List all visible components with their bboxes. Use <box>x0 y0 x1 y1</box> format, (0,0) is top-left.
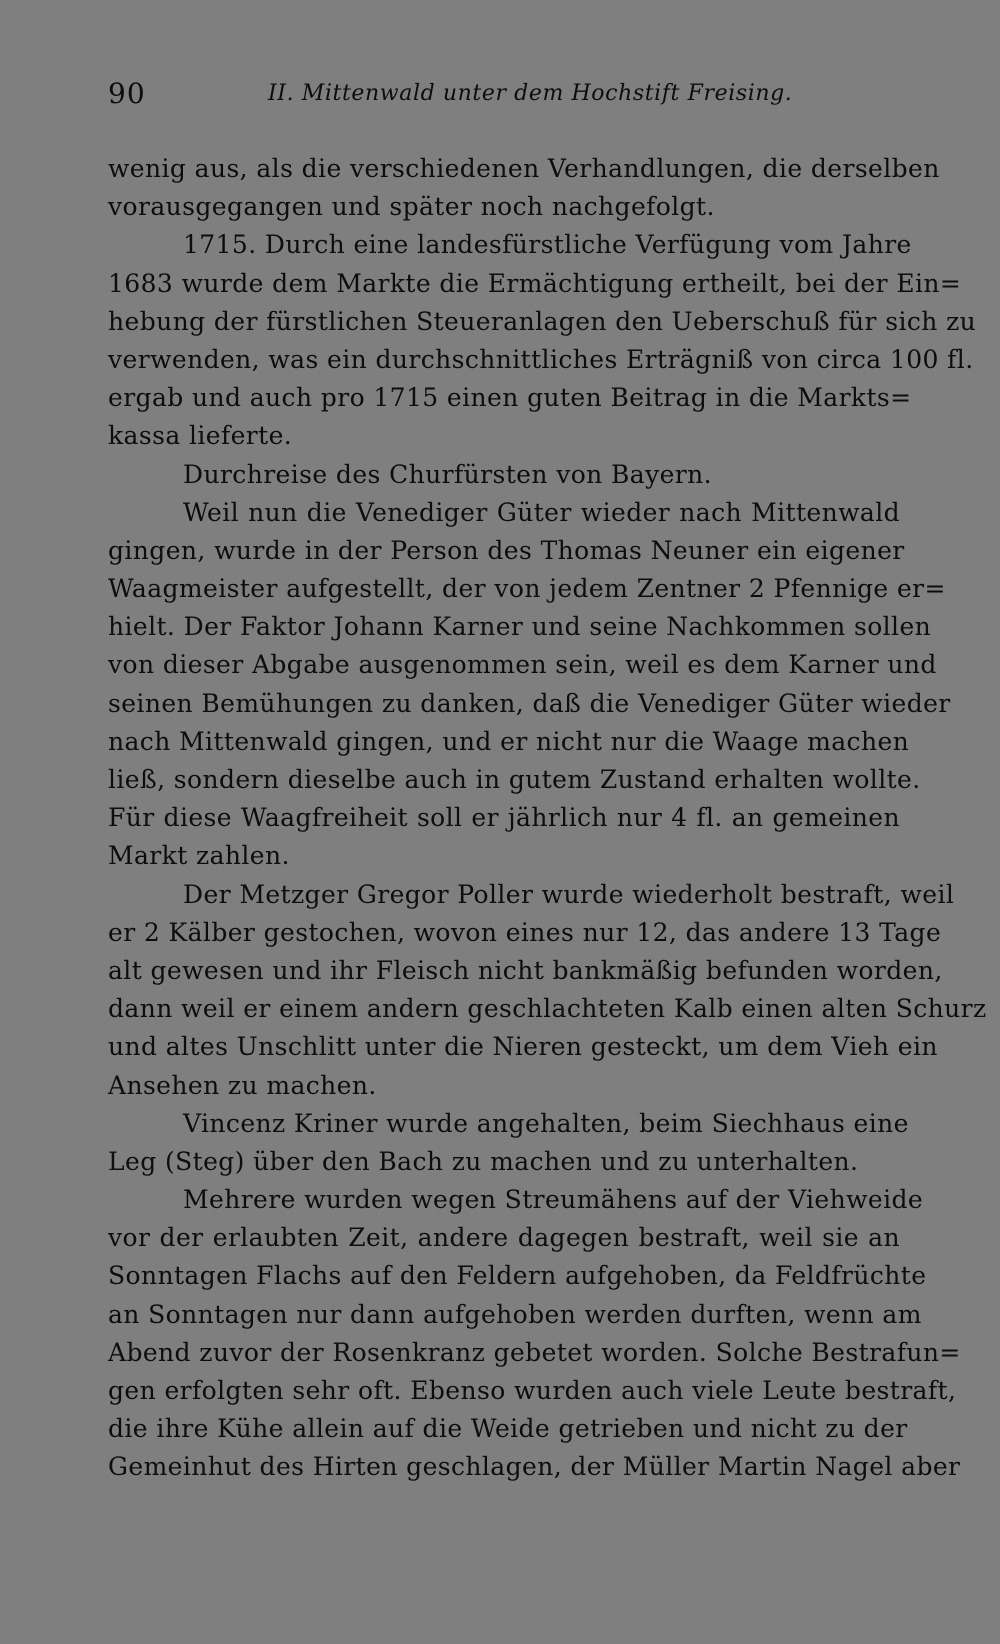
text-line: seinen Bemühungen zu danken, daß die Venediger Güter wieder <box>108 688 951 718</box>
text-line: alt gewesen und ihr Fleisch nicht bankmäßig befunden worden, <box>108 955 943 985</box>
text-line: Durchreise des Churfürsten von Bayern. <box>183 459 713 489</box>
text-line: Vincenz Kriner wurde angehalten, beim Siechhaus eine <box>183 1108 909 1138</box>
text-line: Waagmeister aufgestellt, der von jedem Zentner 2 Pfennige er= <box>108 574 946 604</box>
text-line: kassa lieferte. <box>108 421 293 451</box>
text-line: dann weil er einem andern geschlachteten Kalb einen alten Schurz <box>108 994 987 1024</box>
text-line: und altes Unschlitt unter die Nieren gesteckt, um dem Vieh ein <box>108 1032 938 1062</box>
text-line: an Sonntagen nur dann aufgehoben werden durften, wenn am <box>108 1299 922 1329</box>
text-line: hebung der fürstlichen Steueranlagen den Ueberschuß für sich zu <box>108 306 977 336</box>
running-head: II. Mittenwald unter dem Hochstift Freising. <box>268 81 793 106</box>
page-header <box>108 74 900 114</box>
text-line: nach Mittenwald gingen, und er nicht nur die Waage machen <box>108 726 910 756</box>
text-line: 1683 wurde dem Markte die Ermächtigung ertheilt, bei der Ein= <box>108 268 962 298</box>
text-line: vor der erlaubten Zeit, andere dagegen bestraft, weil sie an <box>108 1223 900 1253</box>
text-line: Markt zahlen. <box>108 841 290 871</box>
body-text <box>108 150 987 1487</box>
text-line: gen erfolgten sehr oft. Ebenso wurden auch viele Leute bestraft, <box>108 1376 957 1405</box>
text-line: die ihre Kühe allein auf die Weide getrieben und nicht zu der <box>108 1414 908 1444</box>
text-line: Für diese Waagfreiheit soll er jährlich nur 4 fl. an gemeinen <box>108 803 900 833</box>
page-number: 90 <box>108 77 146 110</box>
text-line: Abend zuvor der Rosenkranz gebetet worden. Solche Bestrafun= <box>108 1337 961 1367</box>
text-line: hielt. Der Faktor Johann Karner und seine Nachkommen sollen <box>108 612 932 642</box>
text-line: ließ, sondern dieselbe auch in gutem Zustand erhalten wollte. <box>108 765 921 794</box>
text-line: Mehrere wurden wegen Streumähens auf der Viehweide <box>183 1185 924 1215</box>
text-line: verwenden, was ein durchschnittliches Erträgniß von circa 100 fl. <box>108 344 974 374</box>
text-line: wenig aus, als die verschiedenen Verhandlungen, die derselben <box>108 154 940 183</box>
text-line: vorausgegangen und später noch nachgefolgt. <box>108 192 715 222</box>
text-line: Der Metzger Gregor Poller wurde wiederholt bestraft, weil <box>183 879 955 909</box>
text-line: von dieser Abgabe ausgenommen sein, weil es dem Karner und <box>108 650 937 680</box>
text-line: er 2 Kälber gestochen, wovon eines nur 12, das andere 13 Tage <box>108 917 942 947</box>
text-line: Sonntagen Flachs auf den Feldern aufgehoben, da Feldfrüchte <box>108 1261 927 1291</box>
text-line: 1715. Durch eine landesfürstliche Verfügung vom Jahre <box>183 230 912 260</box>
text-line: Gemeinhut des Hirten geschlagen, der Müller Martin Nagel aber <box>108 1452 961 1482</box>
text-line: Weil nun die Venediger Güter wieder nach Mittenwald <box>183 497 900 527</box>
text-line: Ansehen zu machen. <box>108 1070 377 1100</box>
text-line: Leg (Steg) über den Bach zu machen und zu unterhalten. <box>108 1146 859 1176</box>
text-line: gingen, wurde in der Person des Thomas Neuner ein eigener <box>108 535 905 565</box>
text-line: ergab und auch pro 1715 einen guten Beitrag in die Markts= <box>108 383 912 413</box>
